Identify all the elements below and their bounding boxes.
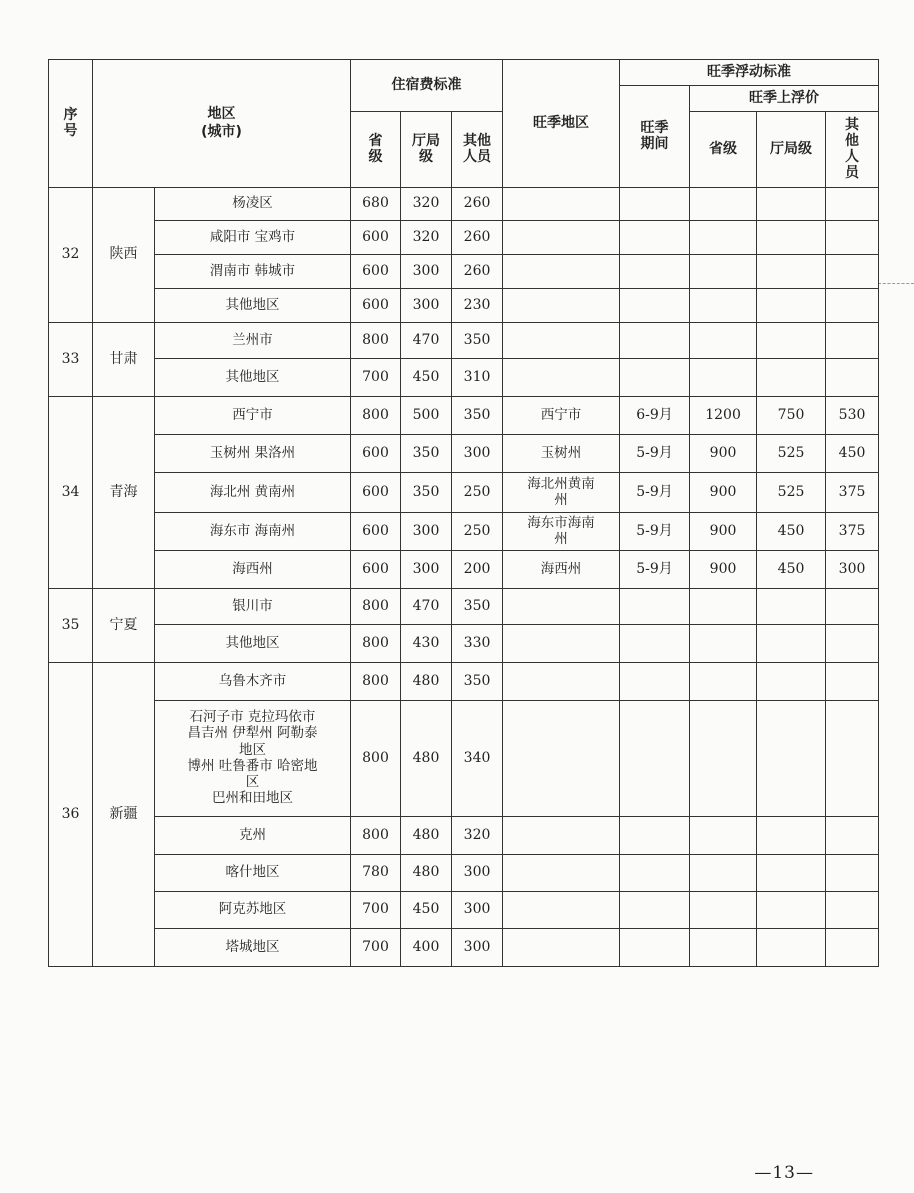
city-text: 其他地区 [225, 634, 280, 651]
province-cell: 甘肃 [93, 323, 155, 397]
peak-region-cell [503, 551, 620, 589]
city-cell [155, 289, 351, 323]
province-cell: 陕西 [93, 188, 155, 323]
peak-period-cell: 5-9月 [620, 435, 690, 473]
header-provincial: 省级 [351, 112, 401, 188]
peak-period-cell [620, 255, 690, 289]
city-cell [155, 701, 351, 817]
city-cell [155, 323, 351, 359]
peak-region-cell [503, 625, 620, 663]
peak-region-cell [503, 589, 620, 625]
city-text: 海东市 海南州 [209, 522, 296, 539]
peak-region-cell [503, 663, 620, 701]
provincial-cell: 700 [351, 359, 401, 397]
peak-period-cell [620, 221, 690, 255]
bureau-cell: 320 [401, 188, 452, 221]
header-peak-float: 旺季浮动标准 [620, 60, 879, 86]
peak-provincial-cell [690, 625, 757, 663]
city-text: 塔城地区 [225, 938, 280, 955]
city-cell [155, 663, 351, 701]
peak-other-cell: 375 [826, 513, 879, 551]
bureau-cell: 300 [401, 255, 452, 289]
header-peak-period: 旺季期间 [620, 86, 690, 188]
table-row [49, 473, 879, 513]
provincial-cell: 600 [351, 221, 401, 255]
table-row [49, 855, 879, 892]
peak-other-cell [826, 188, 879, 221]
scan-artifact-line [878, 283, 914, 284]
bureau-cell: 480 [401, 855, 452, 892]
provincial-cell: 800 [351, 817, 401, 855]
peak-bureau-cell [757, 359, 826, 397]
city-text: 玉树州 果洛州 [209, 444, 296, 461]
city-cell [155, 817, 351, 855]
peak-provincial-cell [690, 255, 757, 289]
peak-other-cell [826, 221, 879, 255]
other-cell: 300 [452, 929, 503, 967]
peak-bureau-cell [757, 701, 826, 817]
city-cell [155, 473, 351, 513]
peak-provincial-cell [690, 323, 757, 359]
other-cell: 350 [452, 663, 503, 701]
table-row [49, 589, 879, 625]
peak-other-cell [826, 625, 879, 663]
city-cell [155, 625, 351, 663]
bureau-cell: 400 [401, 929, 452, 967]
other-cell: 230 [452, 289, 503, 323]
page-number: —13— [754, 1163, 814, 1183]
peak-region-text: 海东市海南 州 [527, 514, 595, 547]
bureau-cell: 320 [401, 221, 452, 255]
bureau-cell: 480 [401, 701, 452, 817]
peak-provincial-cell [690, 289, 757, 323]
bureau-cell: 470 [401, 589, 452, 625]
table-row [49, 188, 879, 221]
peak-period-cell: 6-9月 [620, 397, 690, 435]
table-row [49, 221, 879, 255]
peak-region-cell [503, 435, 620, 473]
other-cell: 260 [452, 255, 503, 289]
peak-period-cell [620, 701, 690, 817]
peak-region-cell [503, 255, 620, 289]
peak-period-cell [620, 589, 690, 625]
peak-period-cell [620, 289, 690, 323]
peak-bureau-cell [757, 625, 826, 663]
provincial-cell: 700 [351, 929, 401, 967]
peak-bureau-cell [757, 289, 826, 323]
peak-bureau-cell [757, 221, 826, 255]
provincial-cell: 600 [351, 551, 401, 589]
provincial-cell: 800 [351, 397, 401, 435]
peak-bureau-cell [757, 929, 826, 967]
peak-period-cell: 5-9月 [620, 473, 690, 513]
city-cell [155, 855, 351, 892]
provincial-cell: 800 [351, 701, 401, 817]
peak-other-cell [826, 663, 879, 701]
peak-region-cell [503, 188, 620, 221]
peak-period-cell [620, 855, 690, 892]
header-bureau: 厅局级 [401, 112, 452, 188]
peak-region-text: 海西州 [540, 560, 582, 577]
city-text: 杨凌区 [232, 195, 273, 212]
seq-cell: 36 [49, 663, 93, 967]
peak-region-text: 海北州黄南 州 [527, 475, 595, 508]
header-peak-other: 其他人员 [826, 112, 879, 188]
provincial-cell: 600 [351, 289, 401, 323]
peak-region-cell [503, 701, 620, 817]
city-text: 阿克苏地区 [218, 901, 287, 918]
table-row [49, 289, 879, 323]
table-row [49, 701, 879, 817]
city-text: 银川市 [232, 597, 273, 614]
provincial-cell: 600 [351, 473, 401, 513]
city-text: 海北州 黄南州 [209, 483, 296, 500]
seq-cell: 34 [49, 397, 93, 589]
peak-bureau-cell: 525 [757, 473, 826, 513]
other-cell: 340 [452, 701, 503, 817]
city-text: 其他地区 [225, 368, 280, 385]
provincial-cell: 800 [351, 589, 401, 625]
city-text: 喀什地区 [225, 864, 280, 881]
peak-bureau-cell [757, 589, 826, 625]
peak-region-cell [503, 289, 620, 323]
peak-region-cell [503, 929, 620, 967]
city-cell [155, 359, 351, 397]
bureau-cell: 450 [401, 359, 452, 397]
peak-other-cell [826, 289, 879, 323]
peak-period-cell [620, 625, 690, 663]
province-cell: 青海 [93, 397, 155, 589]
header-seq: 序号 [49, 60, 93, 188]
peak-other-cell [826, 892, 879, 929]
peak-provincial-cell: 900 [690, 435, 757, 473]
peak-region-cell [503, 323, 620, 359]
table-row [49, 513, 879, 551]
city-cell [155, 513, 351, 551]
provincial-cell: 600 [351, 255, 401, 289]
peak-bureau-cell: 450 [757, 513, 826, 551]
provincial-cell: 700 [351, 892, 401, 929]
table-row [49, 551, 879, 589]
city-cell [155, 892, 351, 929]
table-row [49, 255, 879, 289]
city-text: 咸阳市 宝鸡市 [209, 228, 296, 245]
provincial-cell: 800 [351, 625, 401, 663]
peak-bureau-cell: 525 [757, 435, 826, 473]
seq-cell: 32 [49, 188, 93, 323]
peak-other-cell [826, 855, 879, 892]
seq-cell: 35 [49, 589, 93, 663]
header-peak-region: 旺季地区 [503, 60, 620, 188]
peak-other-cell [826, 929, 879, 967]
peak-region-cell [503, 817, 620, 855]
peak-bureau-cell: 450 [757, 551, 826, 589]
provincial-cell: 800 [351, 663, 401, 701]
city-cell [155, 551, 351, 589]
peak-period-cell [620, 323, 690, 359]
peak-provincial-cell [690, 663, 757, 701]
table-row [49, 817, 879, 855]
city-text: 海西州 [232, 560, 273, 577]
peak-bureau-cell [757, 892, 826, 929]
peak-provincial-cell [690, 359, 757, 397]
provincial-cell: 600 [351, 513, 401, 551]
table-row [49, 359, 879, 397]
peak-other-cell [826, 701, 879, 817]
peak-other-cell: 300 [826, 551, 879, 589]
peak-bureau-cell [757, 663, 826, 701]
city-cell [155, 221, 351, 255]
peak-provincial-cell: 900 [690, 473, 757, 513]
other-cell: 350 [452, 323, 503, 359]
bureau-cell: 300 [401, 513, 452, 551]
bureau-cell: 300 [401, 551, 452, 589]
peak-region-cell [503, 513, 620, 551]
city-text: 乌鲁木齐市 [218, 672, 287, 689]
peak-provincial-cell [690, 855, 757, 892]
peak-provincial-cell [690, 701, 757, 817]
header-other: 其他人员 [452, 112, 503, 188]
table-row [49, 625, 879, 663]
peak-period-cell [620, 188, 690, 221]
other-cell: 350 [452, 589, 503, 625]
table-row [49, 323, 879, 359]
peak-period-cell: 5-9月 [620, 551, 690, 589]
peak-other-cell: 450 [826, 435, 879, 473]
peak-bureau-cell [757, 855, 826, 892]
peak-region-cell [503, 359, 620, 397]
provincial-cell: 780 [351, 855, 401, 892]
province-cell: 新疆 [93, 663, 155, 967]
peak-region-cell [503, 221, 620, 255]
peak-period-cell [620, 817, 690, 855]
province-cell: 宁夏 [93, 589, 155, 663]
peak-other-cell [826, 323, 879, 359]
header-peak-provincial: 省级 [690, 112, 757, 188]
peak-region-text: 玉树州 [540, 444, 582, 461]
peak-bureau-cell: 750 [757, 397, 826, 435]
lodging-standard-table [48, 59, 879, 967]
table-row [49, 663, 879, 701]
peak-provincial-cell: 900 [690, 551, 757, 589]
peak-bureau-cell [757, 817, 826, 855]
bureau-cell: 450 [401, 892, 452, 929]
peak-provincial-cell [690, 188, 757, 221]
peak-bureau-cell [757, 188, 826, 221]
peak-region-cell [503, 892, 620, 929]
table-body [49, 188, 879, 967]
header-peak-bureau: 厅局级 [757, 112, 826, 188]
peak-period-cell: 5-9月 [620, 513, 690, 551]
peak-region-cell [503, 855, 620, 892]
peak-provincial-cell [690, 817, 757, 855]
city-cell [155, 397, 351, 435]
peak-bureau-cell [757, 255, 826, 289]
other-cell: 260 [452, 221, 503, 255]
peak-region-cell [503, 473, 620, 513]
other-cell: 330 [452, 625, 503, 663]
other-cell: 200 [452, 551, 503, 589]
peak-period-cell [620, 359, 690, 397]
other-cell: 300 [452, 435, 503, 473]
provincial-cell: 600 [351, 435, 401, 473]
city-text: 其他地区 [225, 296, 280, 313]
other-cell: 300 [452, 855, 503, 892]
table-row [49, 397, 879, 435]
header-lodging-standard: 住宿费标准 [351, 60, 503, 112]
peak-other-cell: 530 [826, 397, 879, 435]
other-cell: 350 [452, 397, 503, 435]
other-cell: 250 [452, 513, 503, 551]
bureau-cell: 350 [401, 435, 452, 473]
city-cell [155, 589, 351, 625]
bureau-cell: 480 [401, 663, 452, 701]
peak-period-cell [620, 892, 690, 929]
table-row [49, 435, 879, 473]
seq-cell: 33 [49, 323, 93, 397]
table-row [49, 929, 879, 967]
peak-provincial-cell: 1200 [690, 397, 757, 435]
peak-other-cell [826, 589, 879, 625]
peak-period-cell [620, 929, 690, 967]
header-region: 地区 (城市) [93, 60, 351, 188]
peak-other-cell [826, 359, 879, 397]
provincial-cell: 680 [351, 188, 401, 221]
other-cell: 300 [452, 892, 503, 929]
peak-other-cell [826, 255, 879, 289]
other-cell: 260 [452, 188, 503, 221]
peak-provincial-cell [690, 589, 757, 625]
city-text: 石河子市 克拉玛依市 昌吉州 伊犁州 阿勒泰 地区 博州 吐鲁番市 哈密地 区 巴州和田地区 [187, 709, 318, 807]
peak-provincial-cell: 900 [690, 513, 757, 551]
peak-provincial-cell [690, 221, 757, 255]
bureau-cell: 300 [401, 289, 452, 323]
city-cell [155, 188, 351, 221]
peak-region-cell [503, 397, 620, 435]
peak-other-cell [826, 817, 879, 855]
provincial-cell: 800 [351, 323, 401, 359]
header-peak-upper: 旺季上浮价 [690, 86, 879, 112]
city-text: 渭南市 韩城市 [209, 262, 296, 279]
other-cell: 310 [452, 359, 503, 397]
city-cell [155, 929, 351, 967]
city-cell [155, 255, 351, 289]
city-text: 西宁市 [232, 406, 273, 423]
bureau-cell: 470 [401, 323, 452, 359]
peak-bureau-cell [757, 323, 826, 359]
bureau-cell: 480 [401, 817, 452, 855]
bureau-cell: 430 [401, 625, 452, 663]
peak-provincial-cell [690, 892, 757, 929]
city-text: 克州 [239, 826, 266, 843]
peak-other-cell: 375 [826, 473, 879, 513]
table-row [49, 892, 879, 929]
peak-region-text: 西宁市 [540, 406, 582, 423]
bureau-cell: 500 [401, 397, 452, 435]
other-cell: 320 [452, 817, 503, 855]
other-cell: 250 [452, 473, 503, 513]
peak-period-cell [620, 663, 690, 701]
city-cell [155, 435, 351, 473]
bureau-cell: 350 [401, 473, 452, 513]
city-text: 兰州市 [232, 331, 273, 348]
peak-provincial-cell [690, 929, 757, 967]
